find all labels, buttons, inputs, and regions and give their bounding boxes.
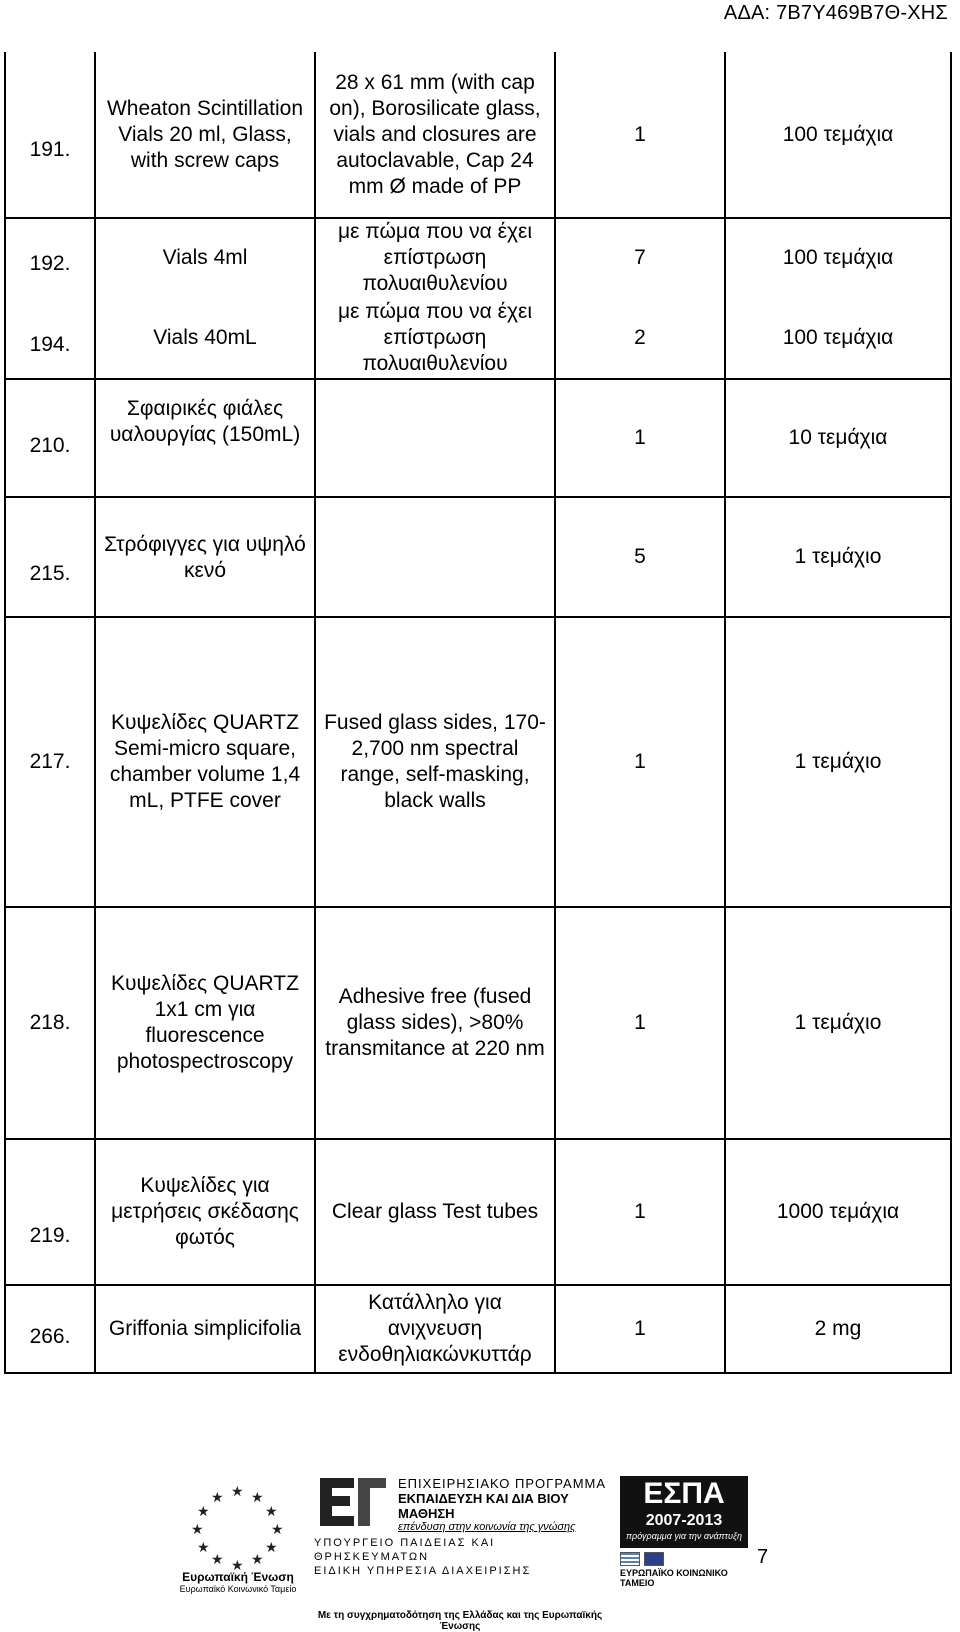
item-name: Κυψελίδες QUARTZ 1x1 cm για fluorescence photospectroscopy <box>95 907 315 1139</box>
espa-logo <box>620 1476 760 1588</box>
eu-subtitle: Ευρωπαϊκό Κοινωνικό Ταμείο <box>179 1584 297 1594</box>
ministry-service: ΕΙΔΙΚΗ ΥΠΗΡΕΣΙΑ ΔΙΑΧΕΙΡΙΣΗΣ <box>314 1565 532 1577</box>
item-number: 218. <box>5 907 95 1139</box>
table-row <box>5 497 951 617</box>
item-number: 194. <box>5 297 95 379</box>
eu-title: Ευρωπαϊκή Ένωση <box>182 1570 294 1584</box>
item-name: Στρόφιγγες για υψηλό κενό <box>95 497 315 617</box>
item-unit: 1 τεμάχιο <box>725 497 951 617</box>
item-number: 266. <box>5 1285 95 1373</box>
item-qty: 1 <box>555 1139 725 1285</box>
item-qty: 1 <box>555 617 725 907</box>
programme-emblem-icon <box>314 1474 392 1530</box>
item-spec: Fused glass sides, 170-2,700 nm spectral range, self-masking, black walls <box>315 617 555 907</box>
item-name: Σφαιρικές φιάλες υαλουργίας (150mL) <box>95 379 315 497</box>
item-number: 191. <box>5 52 95 218</box>
item-unit: 100 τεμάχια <box>725 218 951 297</box>
item-unit: 1000 τεμάχια <box>725 1139 951 1285</box>
item-unit: 1 τεμάχιο <box>725 617 951 907</box>
item-qty: 1 <box>555 907 725 1139</box>
item-spec <box>315 497 555 617</box>
programme-line1: ΕΠΙΧΕΙΡΗΣΙΑΚΟ ΠΡΟΓΡΑΜΜΑ <box>398 1476 607 1491</box>
item-name: Κυψελίδες για μετρήσεις σκέδασης φωτός <box>95 1139 315 1285</box>
item-name: Griffonia simplicifolia <box>95 1285 315 1373</box>
item-number: 219. <box>5 1139 95 1285</box>
table-row <box>5 52 951 218</box>
espa-years: 2007-2013 <box>645 1512 723 1529</box>
item-spec <box>315 379 555 497</box>
item-unit: 100 τεμάχια <box>725 297 951 379</box>
item-number: 210. <box>5 379 95 497</box>
item-name: Κυψελίδες QUARTZ Semi-micro square, chamber volume 1,4 mL, PTFE cover <box>95 617 315 907</box>
item-number: 215. <box>5 497 95 617</box>
item-number: 192. <box>5 218 95 297</box>
item-qty: 2 <box>555 297 725 379</box>
item-unit: 2 mg <box>725 1285 951 1373</box>
item-qty: 1 <box>555 1285 725 1373</box>
item-spec: Adhesive free (fused glass sides), >80% transmitance at 220 nm <box>315 907 555 1139</box>
item-unit: 1 τεμάχιο <box>725 907 951 1139</box>
eu-stars-icon: ★ ★ ★ ★ ★ ★ ★ ★ ★ ★ ★ ★ <box>191 1483 284 1573</box>
programme-slogan: επένδυση στην κοινωνία της γνώσης <box>398 1521 576 1533</box>
item-qty: 5 <box>555 497 725 617</box>
item-spec: με πώμα που να έχει επίστρωση πολυαιθυλενίου <box>315 218 555 297</box>
table-row <box>5 1139 951 1285</box>
espa-fund: ΕΥΡΩΠΑΪΚΟ ΚΟΙΝΩΝΙΚΟ ΤΑΜΕΙΟ <box>620 1568 728 1588</box>
table-row <box>5 907 951 1139</box>
table-row <box>5 297 951 379</box>
item-spec: Clear glass Test tubes <box>315 1139 555 1285</box>
table-row <box>5 617 951 907</box>
espa-title: ΕΣΠΑ <box>643 1477 725 1510</box>
table-row <box>5 379 951 497</box>
item-name: Vials 4ml <box>95 218 315 297</box>
ministry-name: ΥΠΟΥΡΓΕΙΟ ΠΑΙΔΕΙΑΣ ΚΑΙ ΘΡΗΣΚΕΥΜΑΤΩΝ <box>314 1537 496 1563</box>
item-spec: 28 x 61 mm (with cap on), Borosilicate glass, vials and closures are autoclavable, Cap 24 mm Ø made of PP <box>315 52 555 218</box>
table-row <box>5 1285 951 1373</box>
programme-line2: ΕΚΠΑΙΔΕΥΣΗ ΚΑΙ ΔΙΑ ΒΙΟΥ ΜΑΘΗΣΗ <box>398 1491 569 1521</box>
eu-logo <box>168 1480 308 1594</box>
espa-slogan: πρόγραμμα για την ανάπτυξη <box>626 1531 742 1541</box>
table-row <box>5 218 951 297</box>
ada-code: ΑΔΑ: 7Β7Υ469Β7Θ-ΧΗΣ <box>723 2 948 24</box>
item-qty: 1 <box>555 379 725 497</box>
item-qty: 1 <box>555 52 725 218</box>
item-spec: με πώμα που να έχει επίστρωση πολυαιθυλενίου <box>315 297 555 379</box>
cofunding-note: Με τη συγχρηματοδότηση της Ελλάδας και της Ευρωπαϊκής Ένωσης <box>317 1610 603 1632</box>
footer-logos <box>0 1470 960 1632</box>
item-qty: 7 <box>555 218 725 297</box>
item-unit: 10 τεμάχια <box>725 379 951 497</box>
page-number: 7 <box>757 1546 769 1568</box>
flags-icon <box>620 1552 760 1566</box>
item-name: Vials 40mL <box>95 297 315 379</box>
item-spec: Κατάλληλο για ανιχνευση ενδοθηλιακώνκυττάρ <box>315 1285 555 1373</box>
item-number: 217. <box>5 617 95 907</box>
item-name: Wheaton Scintillation Vials 20 ml, Glass, with screw caps <box>95 52 315 218</box>
item-unit: 100 τεμάχια <box>725 52 951 218</box>
items-table <box>4 52 952 1374</box>
